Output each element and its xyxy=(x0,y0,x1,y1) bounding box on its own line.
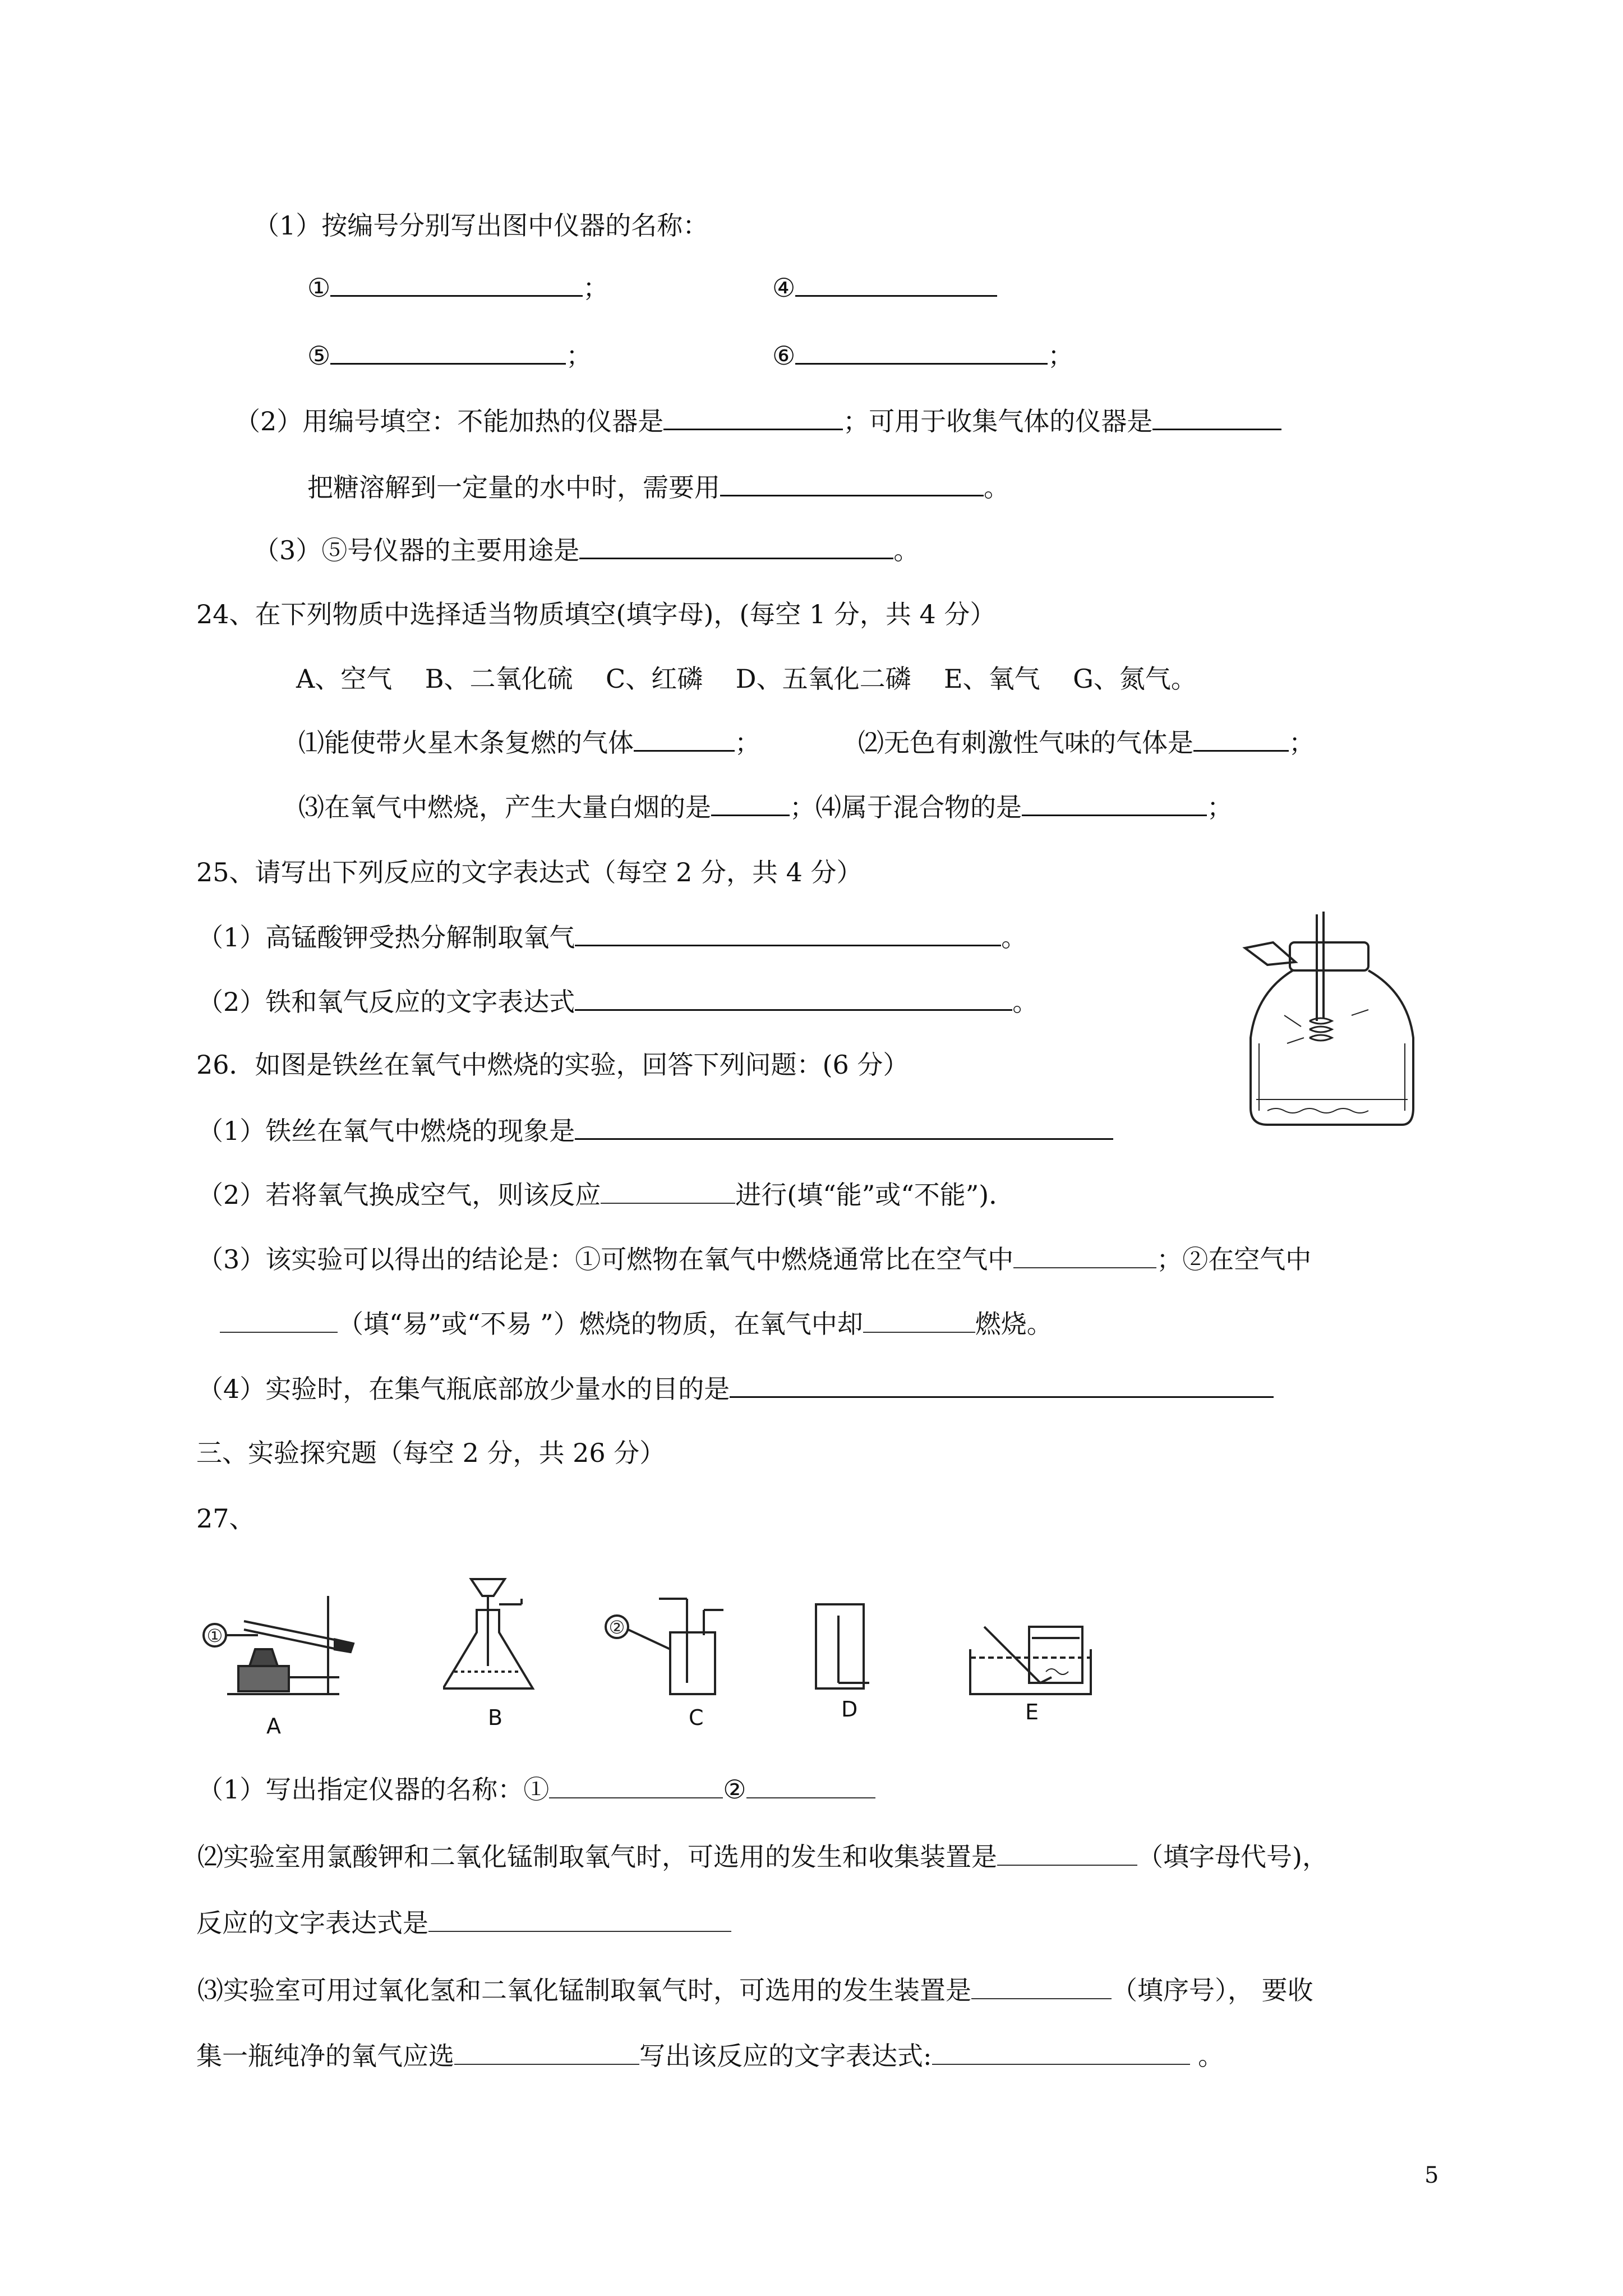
answer-blank-27-7[interactable] xyxy=(932,2039,1190,2065)
apparatus-d-figure xyxy=(808,1599,875,1694)
apparatus-c-marker: ② xyxy=(608,1617,625,1638)
period: 。 xyxy=(1189,2041,1224,2071)
period: 。 xyxy=(1012,987,1039,1017)
q23-part2 xyxy=(234,404,1281,438)
q26-s1-text: （1）铁丝在氧气中燃烧的现象是 xyxy=(197,1116,575,1146)
apparatus-label-b: B xyxy=(488,1705,503,1730)
q23-blank-row-4 xyxy=(772,270,997,305)
answer-blank-usage[interactable] xyxy=(579,533,893,559)
iron-wire-burning-bottle-figure xyxy=(1234,909,1424,1133)
q27-row1 xyxy=(197,1773,875,1806)
answer-blank-27-6[interactable] xyxy=(454,2039,639,2065)
q23-blank-row-1 xyxy=(307,270,608,305)
q23-part3-text: （3）⑤号仪器的主要用途是 xyxy=(253,535,580,565)
answer-blank-no-heat[interactable] xyxy=(663,404,843,430)
q27-row2 xyxy=(197,1840,1328,1874)
q25-row2 xyxy=(197,984,1038,1019)
answer-blank-27-4[interactable] xyxy=(428,1906,731,1932)
q27-s1-text: （1）写出指定仪器的名称：① xyxy=(197,1774,550,1805)
q27-s1-text-b: ② xyxy=(723,1774,746,1805)
q27-s2-text: ⑵实验室用氯酸钾和二氧化锰制取氧气时，可选用的发生和收集装置是 xyxy=(197,1842,997,1872)
answer-blank-1[interactable] xyxy=(330,270,583,297)
apparatus-a-marker: ① xyxy=(206,1625,223,1646)
q24-s3-text: ⑶在氧气中燃烧，产生大量白烟的是 xyxy=(298,792,711,822)
answer-blank-27-2[interactable] xyxy=(746,1773,875,1798)
q26-s3-text-b: ；②在空气中 xyxy=(1156,1244,1312,1274)
q27-s3-text-d: 写出该反应的文字表达式: xyxy=(639,2041,932,2071)
answer-blank-25-2[interactable] xyxy=(575,984,1012,1011)
q27-s3-text: ⑶实验室可用过氧化氢和二氧化锰制取氧气时，可选用的发生装置是 xyxy=(197,1975,971,2005)
q23-part1: （1）按编号分别写出图中仪器的名称： xyxy=(253,210,709,241)
q23-part2-text-b: ；可用于收集气体的仪器是 xyxy=(843,406,1153,436)
q26-row1 xyxy=(197,1114,1113,1148)
q24-row1 xyxy=(298,725,760,760)
answer-blank-dissolve[interactable] xyxy=(720,470,984,496)
apparatus-label-c: C xyxy=(689,1705,704,1730)
apparatus-e-figure xyxy=(967,1616,1096,1700)
separator: ； xyxy=(1207,792,1233,822)
q27-row3-cont xyxy=(196,2039,1224,2073)
answer-blank-26-3[interactable] xyxy=(1013,1243,1156,1268)
answer-blank-24-1[interactable] xyxy=(634,725,735,752)
answer-blank-4[interactable] xyxy=(795,270,997,297)
q25-s1-text: （1）高锰酸钾受热分解制取氧气 xyxy=(197,922,575,953)
q26-row3-cont xyxy=(220,1307,1053,1341)
q27-s3-text-c: 集一瓶纯净的氧气应选 xyxy=(196,2041,454,2071)
q23-blank-row-5 xyxy=(307,338,592,372)
separator: ； xyxy=(735,728,760,758)
q25-row1 xyxy=(197,920,1027,954)
answer-blank-24-2[interactable] xyxy=(1193,725,1289,752)
q24-row1b xyxy=(858,725,1315,760)
answer-blank-27-3[interactable] xyxy=(997,1840,1137,1866)
q26-s3-text-d: 燃烧。 xyxy=(975,1309,1053,1339)
q26-row2 xyxy=(197,1178,1015,1212)
q26-s4-text: （4）实验时，在集气瓶底部放少量水的目的是 xyxy=(197,1374,730,1404)
apparatus-b-figure xyxy=(443,1571,555,1700)
separator: ； xyxy=(1048,341,1074,371)
answer-blank-27-5[interactable] xyxy=(971,1973,1112,1999)
answer-blank-24-3[interactable] xyxy=(711,790,790,816)
q24-row2 xyxy=(298,790,1233,824)
answer-blank-26-4[interactable] xyxy=(220,1307,338,1333)
separator: ； xyxy=(566,341,592,371)
q27-s3-text-b: （填序号）， 要收 xyxy=(1112,1975,1313,2005)
q23-part2-text: （2）用编号填空：不能加热的仪器是 xyxy=(234,406,664,436)
q25-title: 25、请写出下列反应的文字表达式（每空 2 分，共 4 分） xyxy=(196,857,863,887)
q24-s4-text: ；⑷属于混合物的是 xyxy=(790,792,1022,822)
answer-blank-25-1[interactable] xyxy=(575,920,1001,946)
q27-s2-text-c: 反应的文字表达式是 xyxy=(196,1908,428,1938)
apparatus-label-a: A xyxy=(266,1714,281,1738)
q27-row3 xyxy=(197,1973,1313,2007)
period: 。 xyxy=(1001,922,1027,953)
answer-blank-27-1[interactable] xyxy=(549,1773,723,1798)
period: 。 xyxy=(984,472,1009,503)
page-number: 5 xyxy=(1424,2162,1439,2188)
answer-blank-26-1[interactable] xyxy=(575,1114,1113,1140)
marker-1: ① xyxy=(307,273,331,303)
section-3-title: 三、实验探究题（每空 2 分，共 26 分） xyxy=(196,1438,666,1468)
q26-s3-text: （3）该实验可以得出的结论是：①可燃物在氧气中燃烧通常比在空气中 xyxy=(197,1244,1014,1274)
q26-s2-text-b: 进行(填“能”或“不能”)． xyxy=(735,1180,1015,1210)
q27-s2-text-b: （填字母代号)， xyxy=(1137,1842,1328,1872)
q27-row2-cont xyxy=(196,1906,731,1940)
q26-title: 26．如图是铁丝在氧气中燃烧的实验，回答下列问题：(6 分） xyxy=(196,1050,909,1080)
q24-options: A、空气 B、二氧化硫 C、红磷 D、五氧化二磷 E、氧气 G、氮气。 xyxy=(296,664,1197,694)
answer-blank-26-2[interactable] xyxy=(601,1178,735,1204)
q23-part2-cont xyxy=(307,470,1009,504)
apparatus-c-figure xyxy=(603,1593,732,1700)
q24-s2-text: ⑵无色有刺激性气味的气体是 xyxy=(858,728,1193,758)
q26-row3 xyxy=(197,1243,1311,1276)
q23-part2-text-c: 把糖溶解到一定量的水中时，需要用 xyxy=(307,472,720,503)
answer-blank-5[interactable] xyxy=(330,338,566,365)
separator: ； xyxy=(583,273,609,303)
q23-blank-row-6 xyxy=(772,338,1073,372)
marker-6: ⑥ xyxy=(772,341,796,371)
answer-blank-26-6[interactable] xyxy=(730,1372,1274,1398)
apparatus-a-figure xyxy=(199,1588,379,1700)
apparatus-label-e: E xyxy=(1025,1700,1039,1724)
q26-s3-text-c: （填“易”或“不易 ”）燃烧的物质，在氧气中却 xyxy=(338,1309,863,1339)
separator: ； xyxy=(1289,728,1315,758)
q27-number: 27、 xyxy=(196,1503,255,1534)
marker-5: ⑤ xyxy=(307,341,331,371)
answer-blank-24-4[interactable] xyxy=(1022,790,1207,816)
q26-row4 xyxy=(197,1372,1274,1406)
answer-blank-26-5[interactable] xyxy=(863,1307,975,1333)
answer-blank-collect-gas[interactable] xyxy=(1152,404,1281,430)
q24-s1-text: ⑴能使带火星木条复燃的气体 xyxy=(298,728,634,758)
q24-title: 24、在下列物质中选择适当物质填空(填字母)，(每空 1 分，共 4 分） xyxy=(196,599,996,629)
q25-s2-text: （2）铁和氧气反应的文字表达式 xyxy=(197,987,575,1017)
q26-s2-text: （2）若将氧气换成空气，则该反应 xyxy=(197,1180,601,1210)
apparatus-label-d: D xyxy=(841,1697,858,1722)
period: 。 xyxy=(893,535,920,565)
marker-4: ④ xyxy=(772,273,796,303)
answer-blank-6[interactable] xyxy=(795,338,1048,365)
q23-part3 xyxy=(253,533,919,567)
